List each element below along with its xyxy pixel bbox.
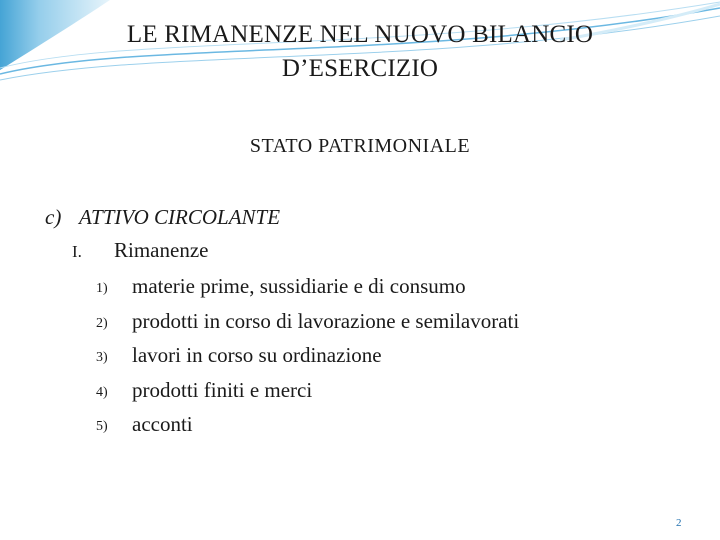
list-item bbox=[96, 270, 519, 305]
slide-title-line-2: D’ESERCIZIO bbox=[281, 55, 439, 82]
list-item-number: 5) bbox=[96, 419, 108, 434]
list-item-text: prodotti in corso di lavorazione e semilavorati bbox=[132, 308, 520, 333]
page-number: 2 bbox=[676, 517, 682, 529]
list-item bbox=[96, 305, 519, 340]
slide-title bbox=[0, 18, 720, 86]
list-item-text: prodotti finiti e merci bbox=[132, 377, 313, 402]
section-marker: c) bbox=[45, 205, 62, 229]
list-item-text: materie prime, sussidiarie e di consumo bbox=[132, 274, 466, 298]
list-item bbox=[96, 374, 519, 409]
list-item-text: lavori in corso su ordinazione bbox=[132, 343, 382, 367]
list-item bbox=[96, 408, 519, 443]
section-label: ATTIVO CIRCOLANTE bbox=[79, 205, 281, 229]
group-heading bbox=[72, 236, 208, 266]
list-item-number: 3) bbox=[96, 350, 108, 365]
list-item-number: 4) bbox=[96, 384, 108, 400]
slide-subtitle: STATO PATRIMONIALE bbox=[249, 135, 471, 157]
list-item-number: 2) bbox=[96, 315, 108, 331]
inventory-items-list bbox=[96, 270, 519, 443]
group-numeral: I. bbox=[72, 242, 82, 261]
section-heading bbox=[45, 204, 280, 230]
list-item-number: 1) bbox=[96, 281, 108, 296]
group-label: Rimanenze bbox=[114, 238, 209, 262]
list-item bbox=[96, 339, 519, 374]
list-item-text: acconti bbox=[132, 412, 193, 436]
slide-title-line-1: LE RIMANENZE NEL NUOVO BILANCIO bbox=[126, 21, 594, 48]
